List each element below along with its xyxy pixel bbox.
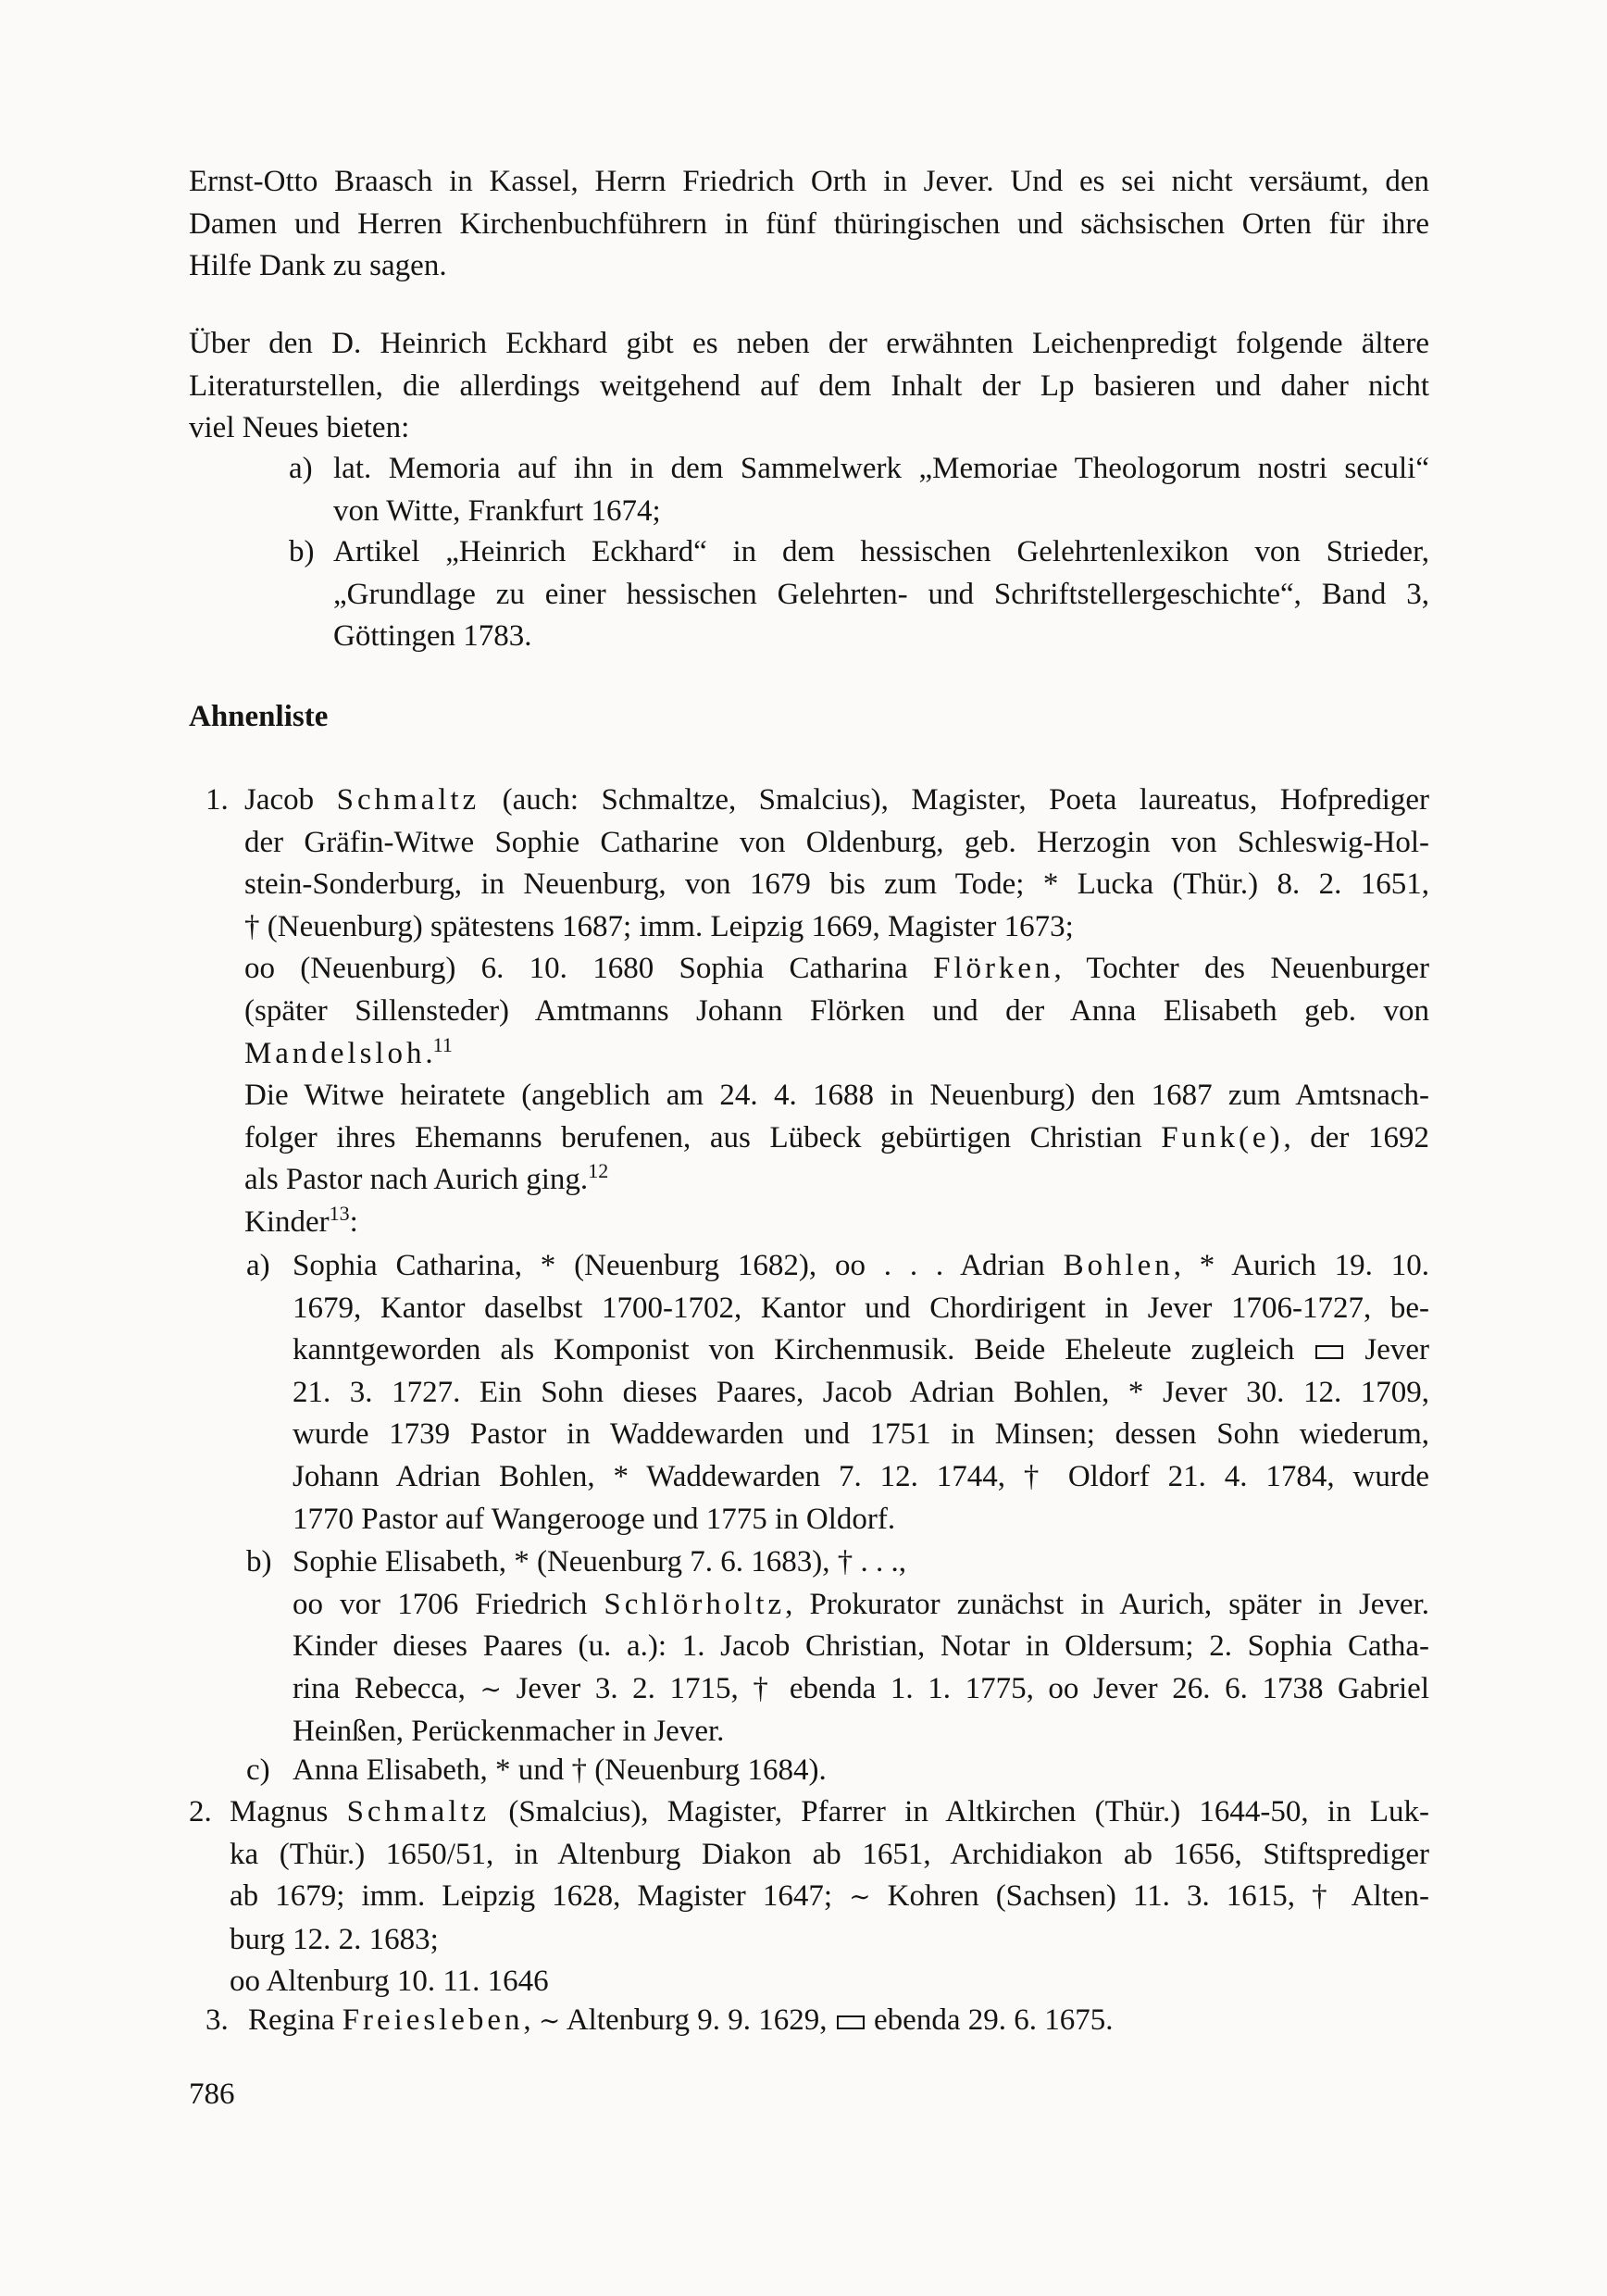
surname: Schmaltz [346,1795,491,1828]
child-line: 1679, Kantor daselbst 1700-1702, Kantor und Chordirigent in Jever 1706-1727, be- [293,1291,1429,1325]
baptism-icon: ∼ [480,1675,502,1704]
literature-line: Literaturstellen, die allerdings weitgehend auf dem Inhalt der Lp basieren und daher nicht [189,368,1429,403]
literature-item-line: lat. Memoria auf ihn in dem Sammelwerk „Memoriae Theologorum nostri seculi“ [333,452,1429,485]
child-line: Kinder dieses Paares (u. a.): 1. Jacob Christian, Notar in Oldersum; 2. Sophia Catha- [293,1629,1429,1664]
child-line: Sophie Elisabeth, * (Neuenburg 7. 6. 1683), † . . ., [293,1545,906,1578]
entry-line: folger ihres Ehemanns berufenen, aus Lübeck gebürtigen Christian Funk(e), der 1692 [244,1120,1429,1154]
child-line: Anna Elisabeth, * und † (Neuenburg 1684). [293,1753,827,1787]
literature-item-line: von Witte, Frankfurt 1674; [333,493,661,528]
section-heading: Ahnenliste [189,700,329,733]
child-line: Heinßen, Perückenmacher in Jever. [293,1715,725,1749]
entry-line: Jacob Schmaltz (auch: Schmaltze, Smalcius), Magister, Poeta laureatus, Hofprediger [244,783,1429,817]
footnote-ref: 12 [588,1159,609,1183]
entry-number: 3. [206,2003,229,2037]
surname: Schlörholtz [604,1587,786,1621]
literature-item-marker: a) [289,452,313,485]
literature-item-line: Göttingen 1783. [333,619,532,654]
surname: Mandelsloh [244,1036,426,1070]
ancestor-entry-3 [248,2000,1429,2043]
entry-line: oo (Neuenburg) 6. 10. 1680 Sophia Catharina Flörken, Tochter des Neuenburger [244,952,1429,986]
literature-item-line: „Grundlage zu einer hessischen Gelehrten- und Schriftstellergeschichte“, Band 3, [333,577,1429,611]
surname: Funk(e) [1161,1120,1284,1154]
burial-icon [837,2015,865,2029]
entry-line: als Pastor nach Aurich ging.$^{12}$ [244,1159,609,1197]
literature-line: Über den D. Heinrich Eckhard gibt es neben der erwähnten Leichenpredigt folgende ältere [189,327,1429,360]
entry-line: Kinder$^{13}$: [244,1201,358,1239]
entry-line: stein-Sonderburg, in Neuenburg, von 1679 bis zum Tode; * Lucka (Thür.) 8. 2. 1651, [244,867,1429,902]
entry-line: ka (Thür.) 1650/51, in Altenburg Diakon ab 1651, Archidiakon ab 1656, Stiftsprediger [230,1837,1429,1871]
surname: Freiesleben [342,2003,524,2037]
ancestor-entry-1 [244,780,1429,1244]
ancestor-entry-2 [230,1791,1429,2003]
surname: Schmaltz [336,783,480,817]
child-marker: a) [246,1249,270,1282]
entry-line: der Gräfin-Witwe Sophie Catharine von Oldenburg, geb. Herzogin von Schleswig-Hol- [244,825,1429,859]
literature-item-line: Artikel „Heinrich Eckhard“ in dem hessischen Gelehrtenlexikon von Strieder, [333,535,1429,568]
entry-line: ab 1679; imm. Leipzig 1628, Magister 1647; ∼ Kohren (Sachsen) 11. 3. 1615, † Alten- [230,1876,1429,1919]
child-line: wurde 1739 Pastor in Waddewarden und 1751 in Minsen; dessen Sohn wiederum, [293,1417,1429,1452]
literature-item-a [333,448,1429,532]
child-line: rina Rebecca, ∼ Jever 3. 2. 1715, † ebenda 1. 1. 1775, oo Jever 26. 6. 1738 Gabriel [293,1668,1429,1712]
intro-line: Hilfe Dank zu sagen. [189,249,447,283]
child-line: 1770 Pastor auf Wangerooge und 1775 in Oldorf. [293,1502,896,1536]
entry-line: Magnus Schmaltz (Smalcius), Magister, Pfarrer in Altkirchen (Thür.) 1644-50, in Luk- [230,1795,1429,1828]
surname: Flörken [933,952,1054,986]
child-b [293,1541,1429,1753]
child-marker: b) [246,1545,272,1578]
baptism-icon: ∼ [538,2007,561,2036]
literature-item-b [333,531,1429,658]
child-line: Johann Adrian Bohlen, * Waddewarden 7. 12. 1744, † Oldorf 21. 4. 1784, wurde [293,1459,1429,1493]
footnote-ref: 13 [329,1201,350,1225]
child-c [293,1750,1429,1792]
entry-line: † (Neuenburg) spätestens 1687; imm. Leipzig 1669, Magister 1673; [244,909,1074,943]
literature-line: viel Neues bieten: [189,411,410,445]
child-line: 21. 3. 1727. Ein Sohn dieses Paares, Jacob Adrian Bohlen, * Jever 30. 12. 1709, [293,1375,1429,1409]
entry-line: Mandelsloh.$^{11}$ [244,1032,453,1070]
literature-paragraph [189,323,1429,450]
entry-line: oo Altenburg 10. 11. 1646 [230,1965,549,1999]
child-a [293,1245,1429,1541]
entry-line: burg 12. 2. 1683; [230,1922,439,1956]
page-number: 786 [189,2078,235,2111]
child-marker: c) [246,1753,270,1787]
child-line: oo vor 1706 Friedrich Schlörholtz, Prokurator zunächst in Aurich, später in Jever. [293,1587,1429,1621]
entry-line: Die Witwe heiratete (angeblich am 24. 4. 1688 in Neuenburg) den 1687 zum Amtsnach- [244,1079,1429,1113]
intro-paragraph [189,161,1429,288]
child-line: Sophia Catharina, * (Neuenburg 1682), oo . . . Adrian Bohlen, * Aurich 19. 10. [293,1249,1429,1282]
entry-line: (später Sillensteder) Amtmanns Johann Flörken und der Anna Elisabeth geb. von [244,993,1429,1028]
entry-number: 2. [189,1795,212,1828]
baptism-icon: ∼ [849,1883,871,1913]
intro-line: Ernst-Otto Braasch in Kassel, Herrn Friedrich Orth in Jever. Und es sei nicht versäumt, den [189,165,1429,198]
intro-line: Damen und Herren Kirchenbuchführern in fünf thüringischen und sächsischen Orten für ihre [189,206,1429,241]
child-line: kanntgeworden als Komponist von Kirchenmusik. Beide Eheleute zugleich Jever [293,1333,1430,1367]
burial-icon [1315,1345,1343,1359]
entry-line: Regina Freiesleben, ∼ Altenburg 9. 9. 1629, ebenda 29. 6. 1675. [248,2000,1429,2043]
footnote-ref: 11 [432,1032,453,1056]
surname: Bohlen [1063,1249,1174,1282]
literature-item-marker: b) [289,535,315,568]
entry-number: 1. [206,783,229,817]
